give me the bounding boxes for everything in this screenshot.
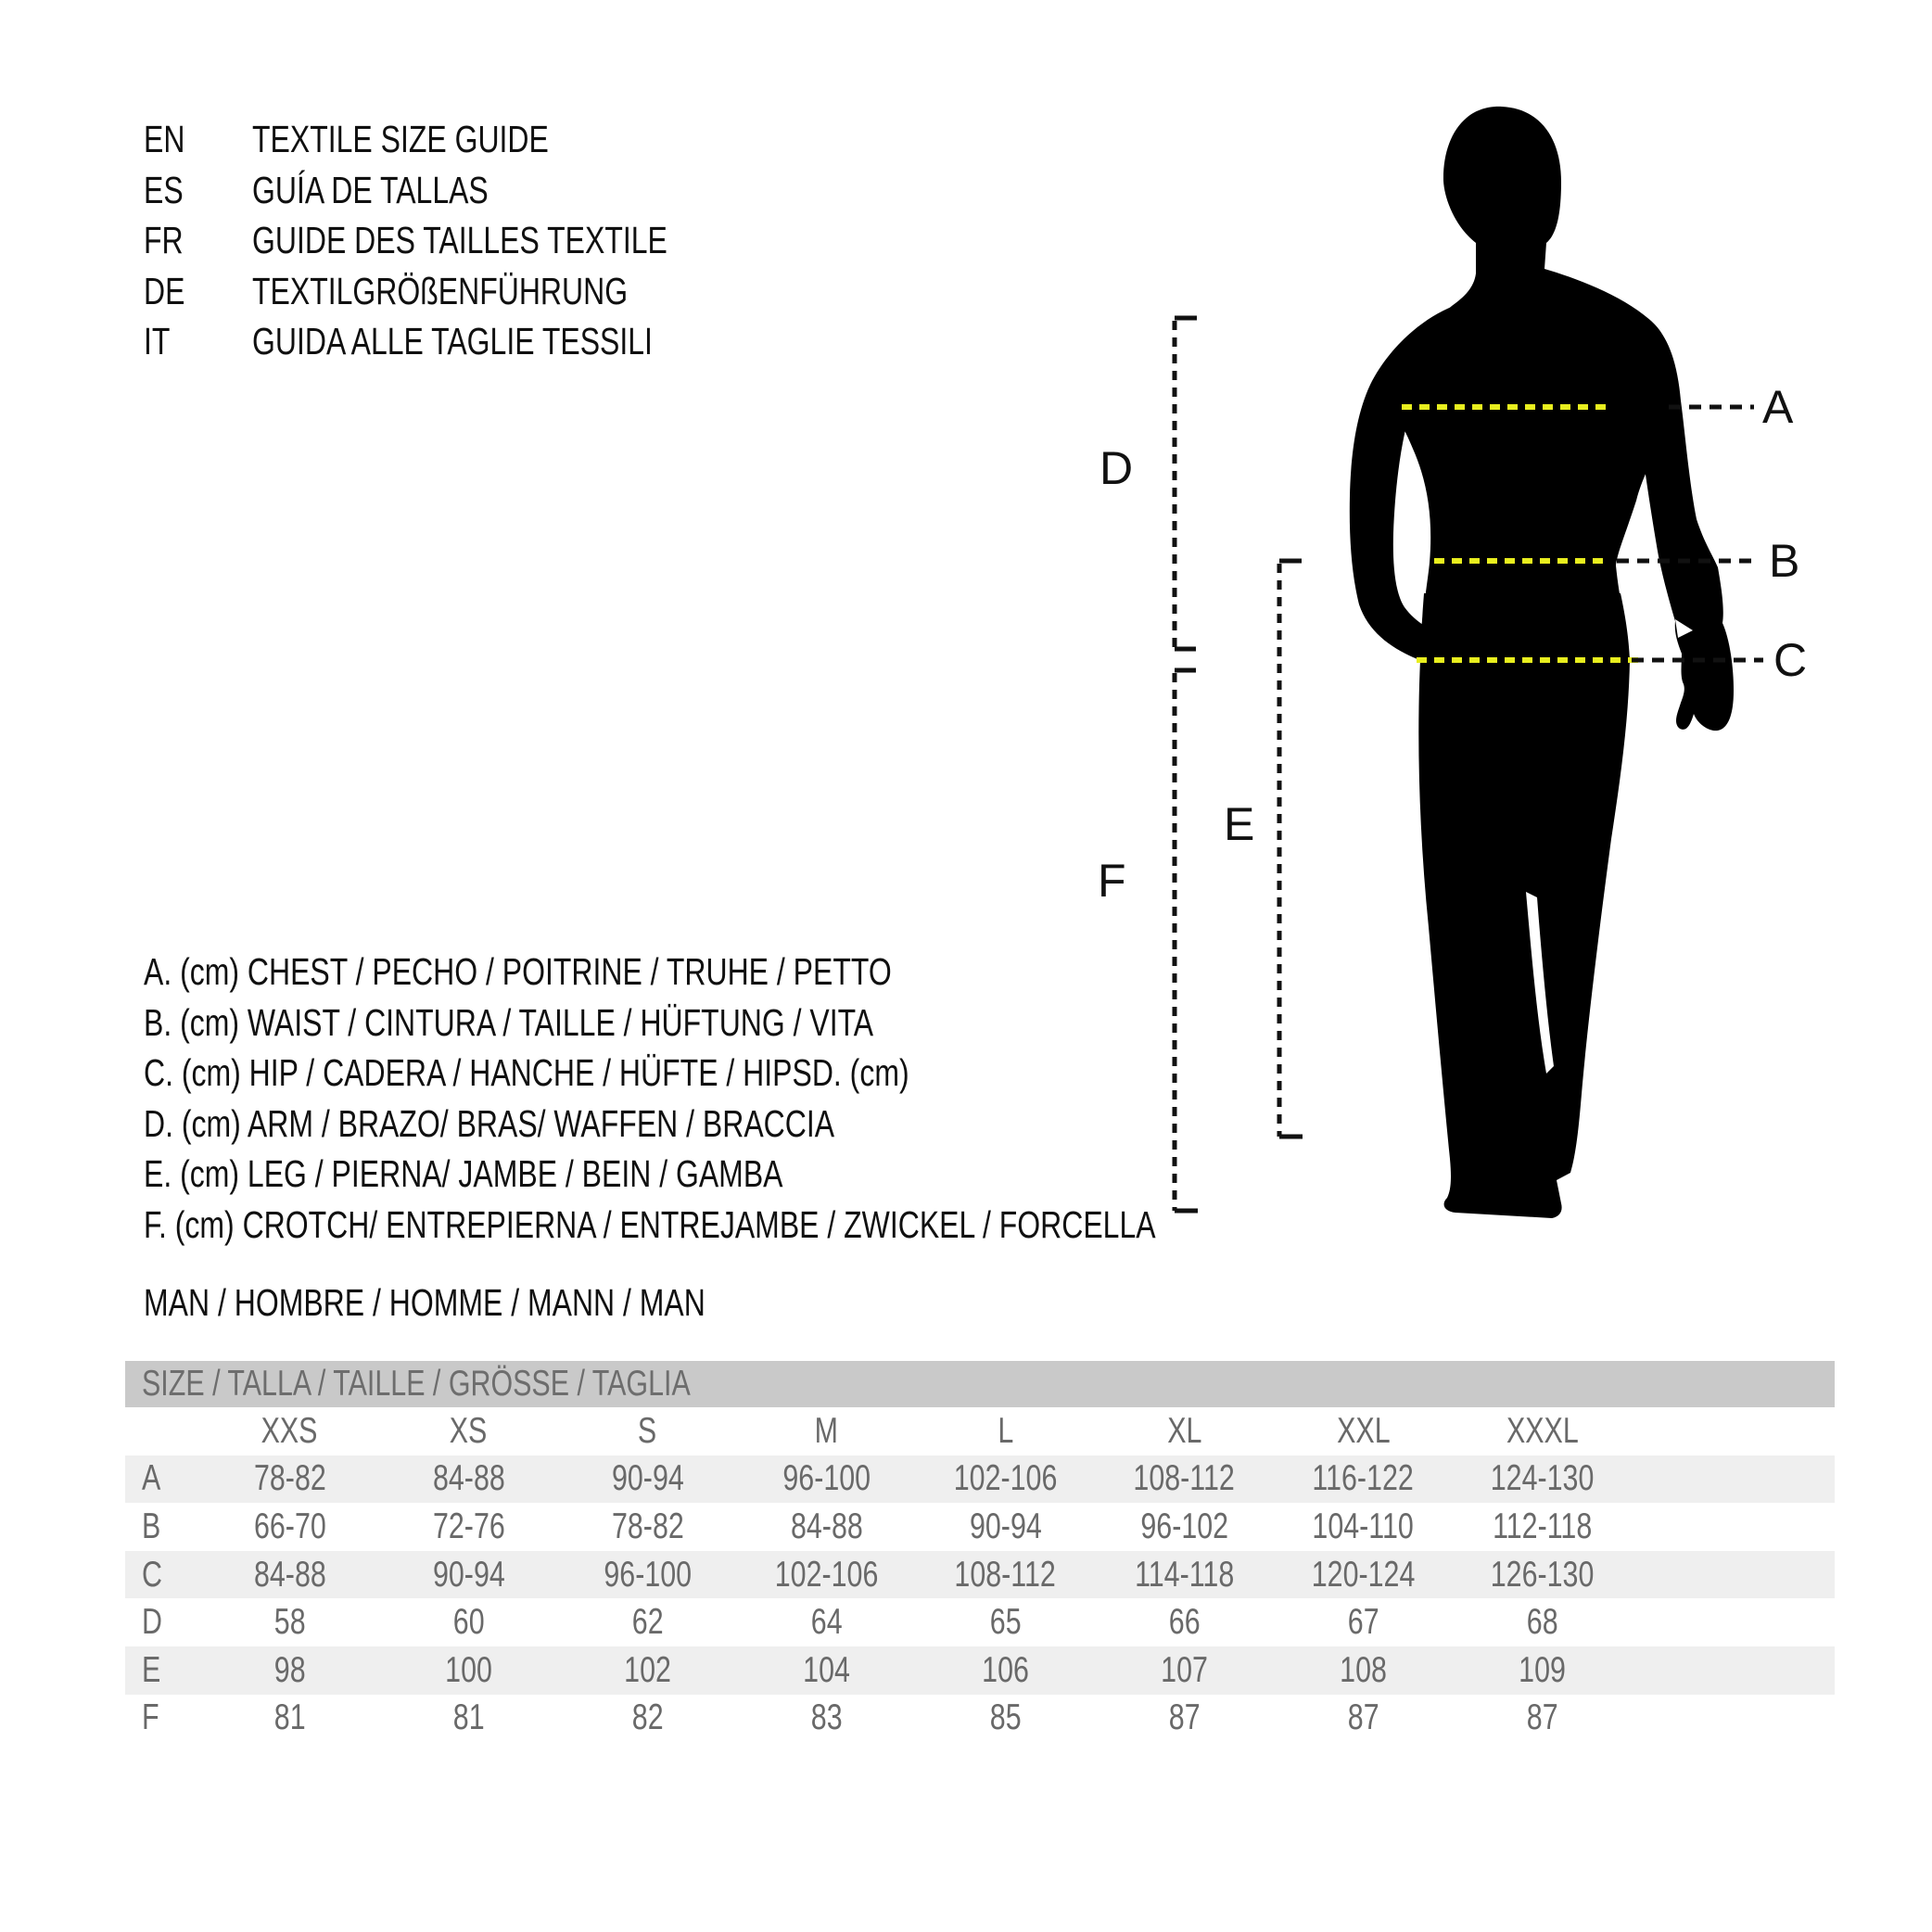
table-row-e: E 98 100 102 104 106 107 108 109 xyxy=(125,1646,1835,1695)
figure-label-waist: B xyxy=(1769,535,1800,587)
language-row-en xyxy=(144,114,784,165)
size-col-xl: XL xyxy=(1166,1410,1202,1451)
lang-code-es: ES xyxy=(144,168,184,211)
row-label-d: D xyxy=(142,1602,162,1643)
row-label-c: C xyxy=(142,1554,162,1595)
figure-label-chest: A xyxy=(1762,381,1794,433)
figure-label-arm: D xyxy=(1099,442,1134,494)
table-row-a: A 78-82 84-88 90-94 96-100 102-106 108-112 116-122 124-130 xyxy=(125,1455,1835,1504)
row-label-a: A xyxy=(142,1458,161,1499)
table-row-c: C 84-88 90-94 96-100 102-106 108-112 114-118 120-124 126-130 xyxy=(125,1551,1835,1599)
lang-title-en: TEXTILE SIZE GUIDE xyxy=(252,118,549,160)
size-col-xxxl: XXXL xyxy=(1506,1410,1579,1451)
figure-label-leg: E xyxy=(1224,798,1255,850)
lang-code-en: EN xyxy=(144,118,185,160)
legend-line-d: D. (cm) ARM / BRAZO/ BRAS/ WAFFEN / BRACCIA xyxy=(144,1101,835,1145)
table-row-b: B 66-70 72-76 78-82 84-88 90-94 96-102 104-110 112-118 xyxy=(142,1506,1593,1546)
legend-line-a: A. (cm) CHEST / PECHO / POITRINE / TRUHE / PETTO xyxy=(144,950,892,993)
language-row-it xyxy=(144,316,784,367)
row-label-e: E xyxy=(142,1649,161,1690)
lang-code-it: IT xyxy=(144,320,171,362)
lang-title-fr: GUIDE DES TAILLES TEXTILE xyxy=(252,219,667,261)
row-label-b: B xyxy=(142,1506,161,1546)
row-label-f: F xyxy=(142,1697,159,1738)
size-table-header-label: SIZE / TALLA / TAILLE / GRÖSSE / TAGLIA xyxy=(142,1364,691,1404)
size-table xyxy=(125,1361,1835,1742)
size-header-row xyxy=(125,1407,1835,1455)
man-silhouette-figure xyxy=(1057,74,1932,1261)
language-row-de xyxy=(144,266,784,317)
legend-line-f: F. (cm) CROTCH/ ENTREPIERNA / ENTREJAMBE / ZWICKEL / FORCELLA xyxy=(144,1202,1156,1246)
table-row-d: D 58 60 62 64 65 66 67 68 xyxy=(142,1602,1558,1643)
lang-code-fr: FR xyxy=(144,219,184,261)
silhouette-legs xyxy=(1418,593,1630,1218)
size-col-xxl: XXL xyxy=(1336,1410,1391,1451)
lang-code-de: DE xyxy=(144,269,185,312)
language-title-list xyxy=(144,114,784,367)
size-col-m: M xyxy=(814,1410,839,1451)
size-col-s: S xyxy=(638,1410,657,1451)
lang-title-es: GUÍA DE TALLAS xyxy=(252,168,489,211)
size-table-header-bar xyxy=(125,1361,1835,1407)
size-col-xxs: XXS xyxy=(261,1410,318,1451)
figure-svg xyxy=(1057,74,1932,1261)
category-line: MAN / HOMBRE / HOMME / MANN / MAN xyxy=(144,1281,705,1324)
size-col-xs: XS xyxy=(450,1410,488,1451)
size-col-l: L xyxy=(998,1410,1013,1451)
language-row-fr xyxy=(144,215,784,266)
language-row-es xyxy=(144,165,784,216)
legend-line-e: E. (cm) LEG / PIERNA/ JAMBE / BEIN / GAMBA xyxy=(144,1152,783,1195)
legend-line-b: B. (cm) WAIST / CINTURA / TAILLE / HÜFTUNG / VITA xyxy=(144,1000,874,1044)
legend-line-c: C. (cm) HIP / CADERA / HANCHE / HÜFTE / HIPSD. (cm) xyxy=(144,1051,909,1094)
lang-title-it: GUIDA ALLE TAGLIE TESSILI xyxy=(252,320,653,362)
figure-label-crotch: F xyxy=(1098,855,1126,907)
table-row-f: F 81 81 82 83 85 87 87 87 xyxy=(142,1697,1558,1738)
lang-title-de: TEXTILGRÖßENFÜHRUNG xyxy=(252,269,629,312)
figure-label-hip: C xyxy=(1773,634,1808,686)
